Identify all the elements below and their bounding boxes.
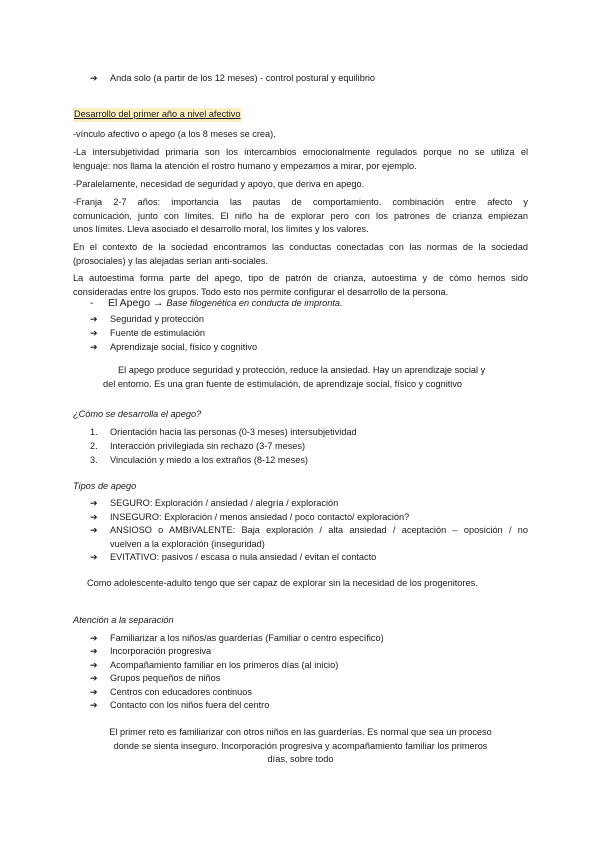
bullet-item bbox=[90, 686, 252, 700]
bullet-item bbox=[90, 659, 338, 673]
item-text: Interacción privilegiada sin rechazo (3-7 meses) bbox=[110, 441, 306, 451]
bullet-text: Familiarizar a los niños/as guarderías (Familiar o centro específico) bbox=[110, 633, 384, 643]
item-text: Orientación hacia las personas (0-3 meses) intersubjetividad bbox=[110, 427, 357, 437]
bullet-item bbox=[90, 672, 220, 686]
arrow-icon: ➔ bbox=[90, 73, 98, 83]
paragraph-vinculo: -vínculo afectivo o apego (a los 8 meses se crea). bbox=[73, 129, 276, 139]
paragraph-contexto bbox=[73, 241, 528, 268]
text-line: El primer reto es familiarizar con otros niños en las guarderías. Es normal que sea un proceso bbox=[109, 727, 492, 737]
bullet-item bbox=[90, 327, 205, 341]
bullet-text: Fuente de estimulación bbox=[110, 328, 205, 338]
numbered-item bbox=[90, 426, 357, 440]
bullet-item bbox=[90, 524, 528, 551]
apego-dash-item bbox=[90, 297, 343, 311]
paragraph-franja bbox=[73, 196, 528, 237]
arrow-icon: ➔ bbox=[90, 314, 98, 324]
bullet-text: Seguridad y protección bbox=[110, 314, 204, 324]
text-line: comunicación, junto con límites. El niño ha de explorar pero con los patrones de crianza empiezan bbox=[73, 210, 528, 221]
apego-italic-text: Base filogenética en conducta de impronta. bbox=[166, 298, 343, 308]
item-text: Vinculación y miedo a los extraños (8-12 meses) bbox=[110, 455, 308, 465]
text-line: del entorno. Es una gran fuente de estimulación, de aprendizaje social, físico y cognitivo bbox=[103, 379, 463, 389]
arrow-icon: ➔ bbox=[90, 512, 98, 522]
text-line: La autoestima forma parte del apego, tipo de patrón de crianza, autoestima y de cómo hemos sido bbox=[73, 273, 528, 283]
paragraph-intersubjetividad bbox=[73, 146, 528, 173]
centered-paragraph-apego bbox=[118, 364, 485, 378]
bullet-text: Centros con educadores continuos bbox=[110, 687, 252, 697]
arrow-icon: ➔ bbox=[90, 633, 98, 643]
centered-paragraph-adolescente: Como adolescente-adulto tengo que ser capaz de explorar sin la necesidad de los progenitores. bbox=[87, 578, 478, 588]
bullet-item bbox=[90, 313, 204, 327]
bullet-item bbox=[90, 497, 338, 511]
bullet-item bbox=[90, 632, 384, 646]
numbered-item bbox=[90, 440, 305, 454]
centered-paragraph-apego-2 bbox=[103, 378, 462, 392]
arrow-icon: ➔ bbox=[90, 700, 98, 710]
text-line: días, sobre todo bbox=[267, 754, 334, 764]
section-heading-tipos: Tipos de apego bbox=[73, 481, 137, 491]
arrow-icon: ➔ bbox=[90, 673, 98, 683]
bullet-item bbox=[90, 645, 211, 659]
paragraph-paralelamente: -Paralelamente, necesidad de seguridad y apoyo, que deriva en apego. bbox=[73, 179, 365, 189]
bullet-item bbox=[90, 551, 376, 565]
arrow-icon: ➔ bbox=[90, 687, 98, 697]
bullet-text: EVITATIVO: pasivos / escasa o nula ansiedad / evitan el contacto bbox=[110, 552, 377, 562]
bullet-text: Contacto con los niños fuera del centro bbox=[110, 700, 270, 710]
bullet-item bbox=[90, 72, 375, 86]
arrow-icon: ➔ bbox=[90, 552, 98, 562]
centered-paragraph-reto bbox=[73, 726, 528, 767]
item-number: 2. bbox=[90, 441, 98, 451]
text-line: En el contexto de la sociedad encontramos las conductas conectadas con las normas de la sociedad bbox=[73, 242, 528, 252]
text-line: -La intersubjetividad primaria son los intercambios emocionalmente regulados porque no se utiliza el bbox=[73, 147, 528, 157]
paragraph-autoestima bbox=[73, 272, 528, 299]
bullet-text: Anda solo (a partir de los 12 meses) - control postural y equilibrio bbox=[110, 73, 376, 83]
text-line: vuelven a la exploración (inseguridad) bbox=[110, 538, 265, 549]
arrow-icon: ➔ bbox=[90, 342, 98, 352]
bullet-text: Aprendizaje social, físico y cognitivo bbox=[110, 342, 258, 352]
item-number: 1. bbox=[90, 427, 98, 437]
text-line: donde se sienta inseguro. Incorporación progresiva y acompañamiento familiar los primeros bbox=[113, 740, 488, 751]
text-line: ANSIOSO o AMBIVALENTE: Baja exploración / alta ansiedad / aceptación – oposición / no bbox=[110, 525, 528, 535]
bullet-item bbox=[90, 699, 269, 713]
bullet-text: INSEGURO: Exploración / menos ansiedad / poco contacto/ exploración? bbox=[110, 512, 410, 522]
bullet-text: Grupos pequeños de niños bbox=[110, 673, 221, 683]
bullet-text: Incorporación progresiva bbox=[110, 646, 212, 656]
dash-icon: - bbox=[90, 297, 94, 309]
text-line: consideradas entre los grupos. Todo esto nos permite configurar el desarrollo de la persona. bbox=[73, 286, 449, 297]
numbered-item bbox=[90, 454, 308, 468]
text-line: (prosociales) y las alejadas serían anti-sociales. bbox=[73, 255, 269, 266]
section-heading-separacion: Atención a la separación bbox=[73, 615, 174, 625]
arrow-icon: ➔ bbox=[90, 498, 98, 508]
bullet-text: Acompañamiento familiar en los primeros días (al inicio) bbox=[110, 660, 339, 670]
text-line: El apego produce seguridad y protección, reduce la ansiedad. Hay un aprendizaje social y bbox=[118, 365, 486, 375]
arrow-icon: ➔ bbox=[90, 646, 98, 656]
arrow-icon: ➔ bbox=[90, 525, 98, 535]
item-number: 3. bbox=[90, 455, 98, 465]
bullet-item bbox=[90, 341, 257, 355]
bullet-item bbox=[90, 511, 409, 525]
apego-label: El Apego → bbox=[108, 297, 164, 309]
text-line: -Franja 2-7 años: importancia las pautas de comportamiento. combinación entre afecto y bbox=[73, 197, 528, 207]
bullet-text: SEGURO: Exploración / ansiedad / alegría / exploración bbox=[110, 498, 339, 508]
arrow-icon: ➔ bbox=[90, 328, 98, 338]
text-line: lenguaje: nos llama la atención el rostro humano y empezamos a mirar, por ejemplo. bbox=[73, 160, 417, 171]
arrow-icon: ➔ bbox=[90, 660, 98, 670]
text-line: unos límites. Lleva asociado el desarrollo moral, los límites y los valores. bbox=[73, 224, 369, 234]
section-heading-como: ¿Cómo se desarrolla el apego? bbox=[73, 409, 202, 419]
section-heading-afectivo: Desarrollo del primer año a nivel afectivo bbox=[73, 108, 241, 122]
